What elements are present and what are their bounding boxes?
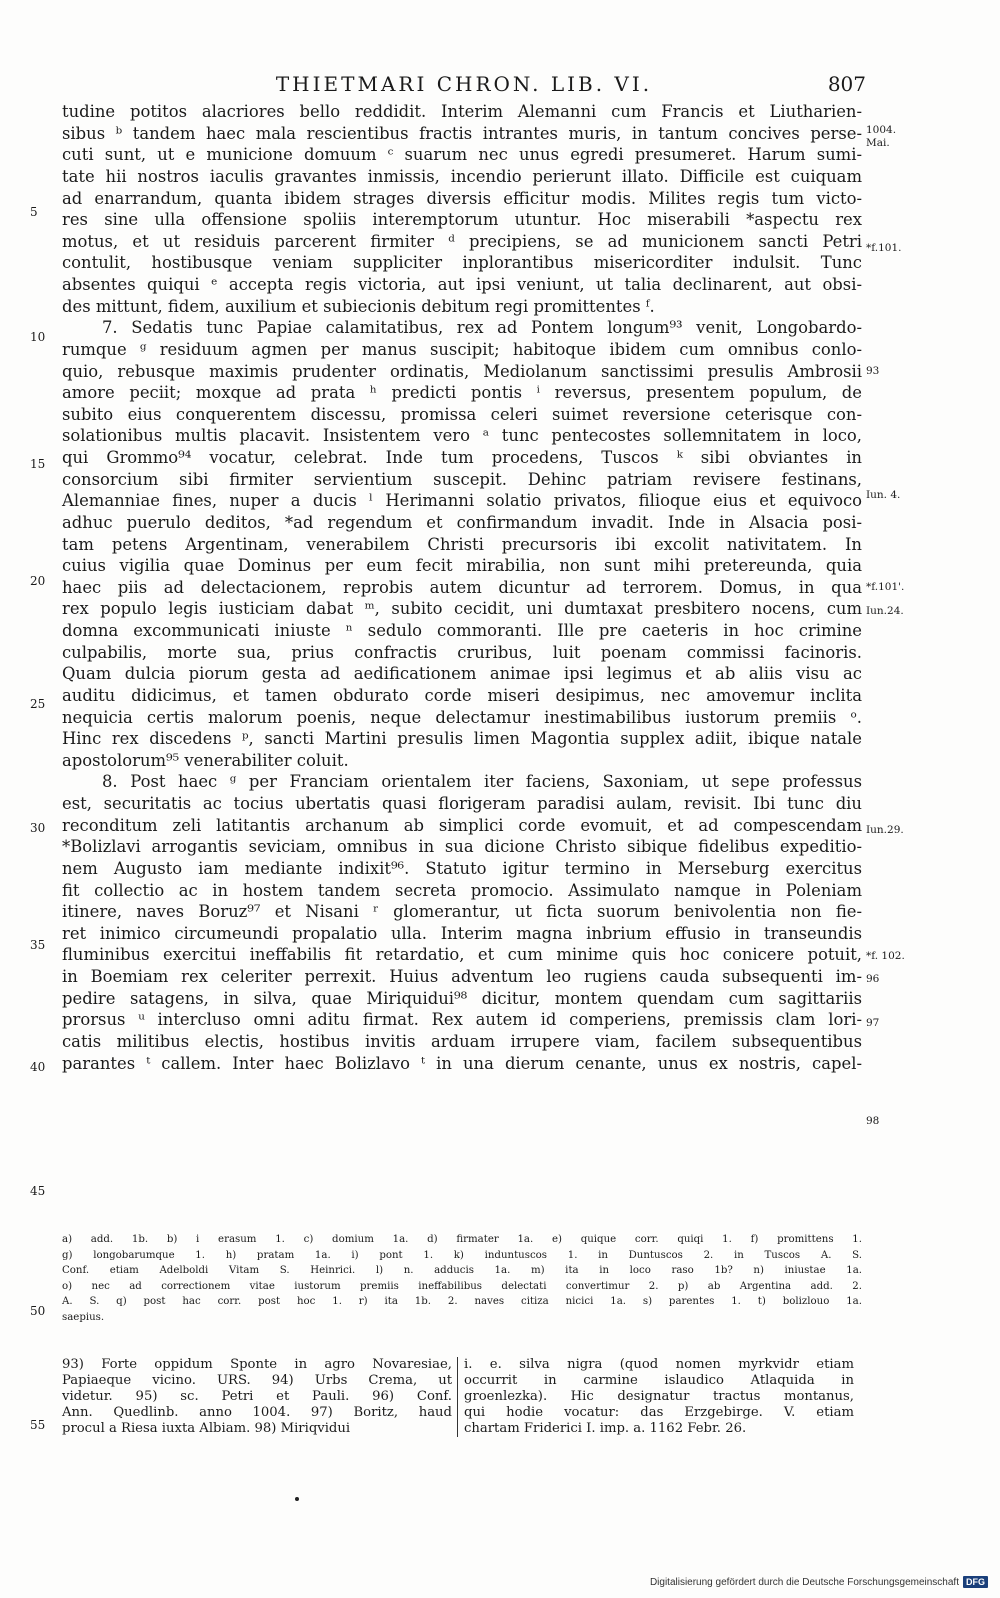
text-line: tate hii nostros iaculis gravantes inmissis, incendio perierunt illato. Difficile est cuiquam xyxy=(62,166,862,186)
text-line: res sine ulla offensione spoliis interemptorum utuntur. Hoc miserabili *aspectu rex xyxy=(62,210,862,230)
text-line: Alemanniae fines, nuper a ducis ˡ Herimanni solatio privatos, filioque eius et equivoco xyxy=(62,491,862,511)
note-line: videtur. 95) sc. Petri et Pauli. 96) Conf. xyxy=(62,1389,452,1404)
margin-note: Iun.29. xyxy=(866,824,904,836)
text-line: adhuc puerulo deditos, *ad regendum et confirmandum invadit. Inde in Alsacia posi- xyxy=(62,512,862,532)
ink-dot xyxy=(295,1497,299,1501)
text-line: pedire satagens, in silva, quae Miriquidui⁹⁸ dicitur, montem quendam cum sagittariis xyxy=(62,988,862,1008)
margin-note: Iun.24. xyxy=(866,605,904,617)
text-line: in Boemiam rex celeriter perrexit. Huius adventum leo rugiens cauda subsequenti im- xyxy=(62,967,862,986)
text-line: 7. Sedatis tunc Papiae calamitatibus, rex ad Pontem longum⁹³ venit, Longobardo- xyxy=(102,318,862,338)
text-line: rumque ᵍ residuum agmen per manus suscipit; habitoque ibidem cum omnibus conlo- xyxy=(62,339,862,359)
margin-note: 98 xyxy=(866,1115,880,1127)
note-line: groenlezka). Hic designatur tractus montanus, xyxy=(464,1389,854,1404)
footer-text: Digitalisierung gefördert durch die Deutsche Forschungsgemeinschaft xyxy=(649,1576,959,1588)
text-line: cuti sunt, ut e municione domuum ᶜ suarum nec unus egredi presumeret. Harum sumi- xyxy=(62,145,862,165)
text-line: contulit, hostibusque veniam suppliciter inplorantibus misericorditer indulsit. Tunc xyxy=(62,253,862,273)
line-number: 15 xyxy=(30,457,46,471)
dfg-logo: DFG xyxy=(963,1576,988,1588)
text-line: absentes quiqui ᵉ accepta regis victoria, aut ipsi veniunt, ut talia declinarent, aut obsi- xyxy=(62,275,862,294)
apparatus-line: g) longobarumque 1. h) pratam 1a. i) pont 1. k) induntuscos 1. in Duntuscos 2. in Tuscos A. S. xyxy=(62,1249,862,1261)
text-line: amore peciit; moxque ad prata ʰ predicti pontis ⁱ reversus, presentem populum, de xyxy=(62,383,862,403)
line-number: 25 xyxy=(30,697,46,711)
line-number: 45 xyxy=(30,1184,46,1198)
column-divider xyxy=(457,1357,458,1437)
line-number: 30 xyxy=(30,821,46,835)
text-line: des mittunt, fidem, auxilium et subiecionis debitum regi promittentes ᶠ. xyxy=(62,296,655,316)
text-line: culpabilis, morte sua, prius confractis cruribus, luit poenam commissi facinoris. xyxy=(62,642,862,662)
margin-note: 96 xyxy=(866,973,880,985)
main-text xyxy=(62,101,862,1074)
line-number: 35 xyxy=(30,938,46,952)
apparatus-line: Conf. etiam Adelboldi Vitam S. Heinrici. l) n. adducis 1a. m) ita in loco raso 1b? n) iniustae 1a. xyxy=(62,1265,862,1277)
margin-note: Iun. 4. xyxy=(866,489,901,501)
text-line: cuius vigilia quae Dominus per eum fecit mirabilia, non sunt mihi pretereunda, quia xyxy=(62,556,862,576)
apparatus-line: o) nec ad correctionem vitae iustorum premiis ineffabilibus delectati convertimur 2. p) ab Argentina add. 2. xyxy=(62,1280,862,1292)
note-line: qui hodie vocatur: das Erzgebirge. V. etiam xyxy=(464,1405,854,1420)
text-line: haec piis ad delectacionem, reprobis autem dicuntur ad terrorem. Domus, in qua xyxy=(62,577,862,597)
text-line: apostolorum⁹⁵ venerabiliter coluit. xyxy=(62,750,349,770)
text-line: auditu didicimus, et tamen obdurato corde miseri desipimus, nec amovemur inclita xyxy=(62,685,862,705)
margin-note: 1004. xyxy=(866,124,897,136)
note-line: Ann. Quedlinb. anno 1004. 97) Boritz, haud xyxy=(62,1405,452,1420)
text-line: Hinc rex discedens ᵖ, sancti Martini presulis limen Magontia supplex adiit, ibique natale xyxy=(62,729,862,749)
line-number: 5 xyxy=(30,205,38,219)
running-title: THIETMARI CHRON. LIB. VI. xyxy=(275,72,653,96)
text-line: est, securitatis ac tocius ubertatis quasi florigeram paradisi aulam, revisit. Ibi tunc diu xyxy=(62,794,862,813)
text-line: fit collectio ac in hostem tandem secreta promocio. Assimulato namque in Poleniam xyxy=(62,880,862,900)
text-line: consorcium sibi firmiter servientium suscepit. Dehinc patriam revisere festinans, xyxy=(62,469,862,489)
line-number: 10 xyxy=(30,330,46,344)
margin-note: Mai. xyxy=(866,137,890,149)
text-line: reconditum zeli latitantis archanum ab simplici corde evomuit, et ad compescendam xyxy=(62,815,862,835)
apparatus-line: saepius. xyxy=(62,1311,105,1323)
critical-apparatus xyxy=(62,1232,862,1326)
text-line: nequicia certis malorum poenis, neque delectamur inestimabilibus iustorum premiis ᵒ. xyxy=(62,707,862,727)
text-line: Quam dulcia piorum gesta ad aedificationem animae ipsi legimus et ab aliis visu ac xyxy=(62,664,862,684)
text-line: quio, rebusque maximis prudenter ordinatis, Mediolanum sanctissimi presulis Ambrosii xyxy=(62,361,862,381)
line-number: 50 xyxy=(30,1304,46,1318)
text-line: ad enarrandum, quanta ibidem strages diversis efficitur modis. Milites regis tum victo- xyxy=(62,188,862,208)
text-line: qui Grommo⁹⁴ vocatur, celebrat. Inde tum procedens, Tuscos ᵏ sibi obviantes in xyxy=(62,448,862,467)
line-number: 20 xyxy=(30,574,46,588)
line-number: 40 xyxy=(30,1060,46,1074)
margin-note: *f. 102. xyxy=(866,950,905,962)
digitization-footer xyxy=(650,1576,988,1588)
text-line: fluminibus exercitui ineffabilis fit retardatio, et cum minime quis hoc conicere potuit, xyxy=(62,945,862,965)
text-line: itinere, naves Boruz⁹⁷ et Nisani ʳ glomerantur, ut ficta suorum benivolentia non fie- xyxy=(62,902,862,922)
text-line: subito eius conquerentem discessu, promissa celeri suimet reversione ceterisque con- xyxy=(62,404,862,424)
text-line: *Bolizlavi arrogantis seviciam, omnibus in sua dicione Christo sibique fidelibus expeditio- xyxy=(62,837,862,857)
note-line: 93) Forte oppidum Sponte in agro Novaresiae, xyxy=(62,1357,452,1372)
text-line: prorsus ᵘ intercluso omni aditu firmat. Rex autem id comperiens, premissis clam lori- xyxy=(62,1010,862,1030)
text-line: ret inimico circumeundi propalatio ulla. Interim magna inbrium effusio in transeundis xyxy=(62,923,862,943)
page-header xyxy=(62,72,866,102)
page-number: 807 xyxy=(827,72,866,96)
text-line: rex populo legis iusticiam dabat ᵐ, subito cecidit, uni dumtaxat presbitero nocens, cum xyxy=(62,599,862,619)
apparatus-line: A. S. q) post hac corr. post hoc 1. r) ita 1b. 2. naves citiza nicici 1a. s) parentes 1. t) bolizlouo 1a. xyxy=(62,1296,862,1308)
margin-note: 93 xyxy=(866,365,880,377)
notes-right-column xyxy=(464,1357,854,1437)
text-line: domna excommunicati iniuste ⁿ sedulo commoranti. Ille pre caeteris in hoc crimine xyxy=(62,621,862,640)
text-line: parantes ᵗ callem. Inter haec Bolizlavo ᵗ in una dierum cenante, unus ex nostris, capel- xyxy=(62,1053,862,1073)
text-line: sibus ᵇ tandem haec mala rescientibus fractis intrantes muris, in tantum concives perse- xyxy=(62,123,862,143)
note-line: occurrit in carmine islaudico Atlaquida in xyxy=(464,1373,854,1388)
margin-note: 97 xyxy=(866,1017,880,1029)
margin-note: *f.101. xyxy=(866,242,902,254)
text-line: motus, et ut residuis parcerent firmiter ᵈ precipiens, se ad municionem sancti Petri xyxy=(62,231,862,251)
note-line: Papiaeque vicino. URS. 94) Urbs Crema, ut xyxy=(62,1373,452,1388)
text-line: 8. Post haec ᵍ per Franciam orientalem iter faciens, Saxoniam, ut sepe professus xyxy=(102,772,862,792)
text-line: solationibus multis placavit. Insistentem vero ᵃ tunc pentecostes sollemnitatem in loco, xyxy=(62,426,862,446)
text-line: nem Augusto iam mediante indixit⁹⁶. Statuto igitur termino in Merseburg exercitus xyxy=(62,858,862,878)
note-line: procul a Riesa iuxta Albiam. 98) Miriqvidui xyxy=(62,1421,351,1436)
text-line: tam petens Argentinam, venerabilem Christi precursoris ibi excolit nativitatem. In xyxy=(62,534,862,554)
editor-notes xyxy=(62,1357,862,1437)
text-line: tudine potitos alacriores bello reddidit. Interim Alemanni cum Francis et Liutharien- xyxy=(62,102,862,121)
notes-left-column xyxy=(62,1357,452,1437)
note-line: chartam Friderici I. imp. a. 1162 Febr. 26. xyxy=(464,1421,747,1436)
apparatus-line: a) add. 1b. b) i erasum 1. c) domium 1a. d) firmater 1a. e) quique corr. quiqi 1. f) promittens 1. xyxy=(62,1234,862,1245)
line-number: 55 xyxy=(30,1418,46,1432)
note-line: i. e. silva nigra (quod nomen myrkvidr etiam xyxy=(464,1357,854,1372)
text-line: catis militibus electis, hostibus invitis arduam irrupere viam, facilem subsequentibus xyxy=(62,1031,862,1051)
margin-note: *f.101'. xyxy=(866,581,905,593)
